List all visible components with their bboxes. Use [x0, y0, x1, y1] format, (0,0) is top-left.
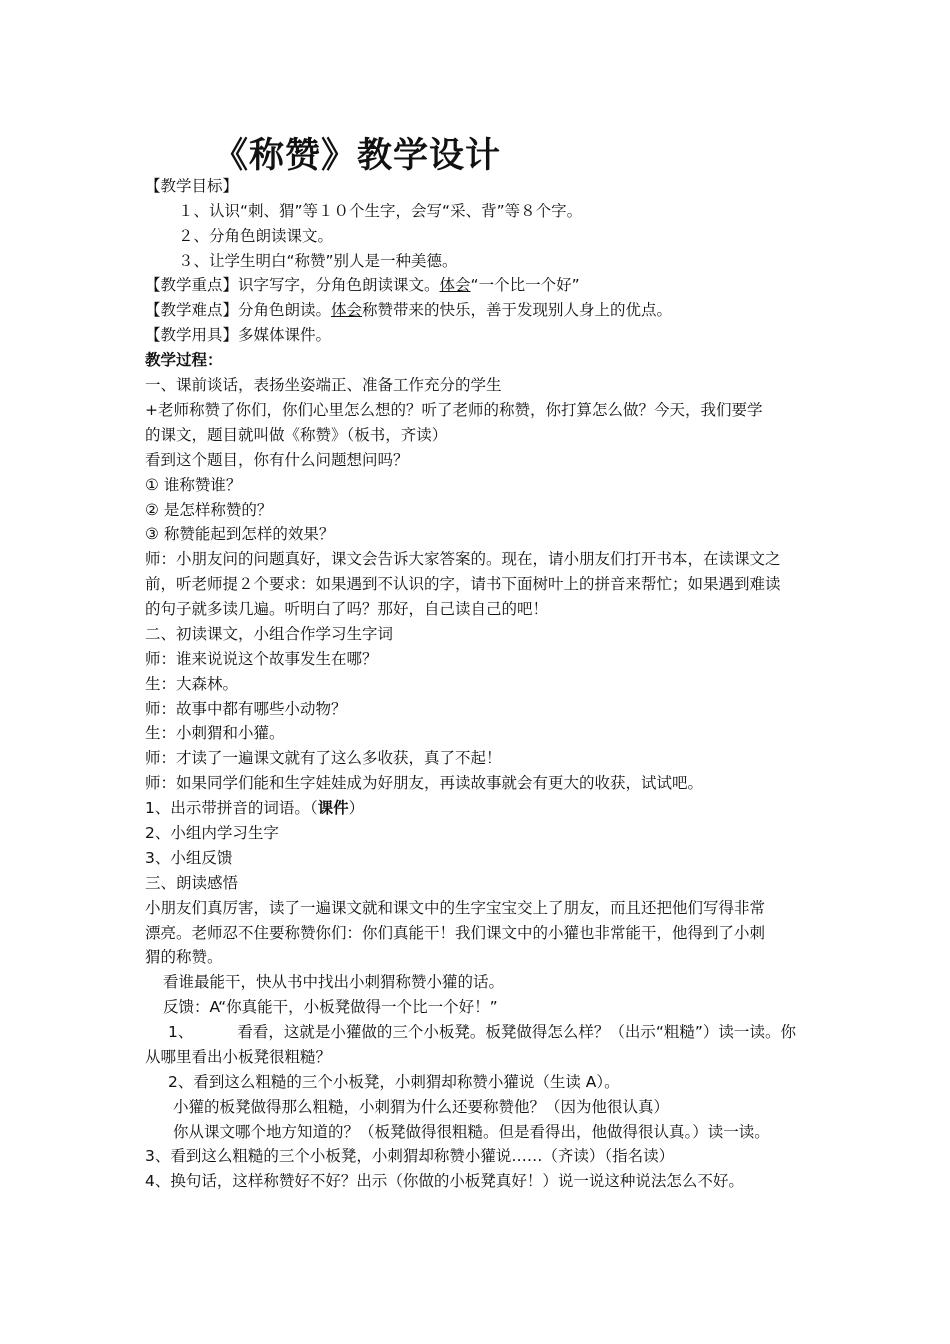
item-text: 看看，这就是小獾做的三个小板凳。板凳做得怎么样？（出示“粗糙”）读一读。你: [237, 1023, 796, 1041]
goal-item: ３、让学生明白“称赞”别人是一种美德。: [178, 252, 458, 270]
paragraph-line: 小朋友们真厉害，读了一遍课文就和课文中的生字宝宝交上了朋友，而且还把他们写得非常: [145, 899, 766, 917]
paragraph-line: 的句子就多读几遍。听明白了吗？那好，自己读自己的吧！: [145, 600, 549, 618]
paragraph-line: 看到这个题目，你有什么问题想问吗？: [145, 451, 409, 469]
paragraph-line: 猬的称赞。: [145, 948, 223, 966]
key-points-underlined: 体会: [439, 276, 471, 294]
difficulties-underlined: 体会: [331, 301, 363, 319]
step-close: ）: [348, 799, 365, 817]
key-points-line: [145, 275, 815, 295]
item-line: 4、换句话，这样称赞好不好？出示（你做的小板凳真好！）说一说这种说法怎么不好。: [145, 1172, 744, 1190]
section-heading: 二、初读课文，小组合作学习生字词: [145, 625, 394, 643]
question-item: ① 谁称赞谁？: [145, 476, 242, 494]
dialogue-line: 师：故事中都有哪些小动物？: [145, 700, 347, 718]
dialogue-line: 师：谁来说说这个故事发生在哪？: [145, 650, 378, 668]
difficulties-line: [145, 300, 815, 320]
feedback-line: 反馈：A“你真能干，小板凳做得一个比一个好！”: [163, 998, 498, 1016]
step-line: 2、小组内学习生字: [145, 824, 279, 842]
difficulties-label: 【教学难点】: [145, 301, 239, 319]
section-heading: 一、课前谈话，表扬坐姿端正、准备工作充分的学生: [145, 376, 502, 394]
dialogue-line: 师：如果同学们能和生字娃娃成为好朋友，再读故事就会有更大的收获，试试吧。: [145, 774, 704, 792]
paragraph-line: 从哪里看出小板凳很粗糙？: [145, 1048, 332, 1066]
paragraph-line: 前，听老师提２个要求：如果遇到不认识的字，请书下面树叶上的拼音来帮忙；如果遇到难读: [145, 575, 781, 593]
question-item: ② 是怎样称赞的？: [145, 501, 273, 519]
goal-item: ２、分角色朗读课文。: [178, 227, 334, 245]
item-line: 3、看到这么粗糙的三个小板凳，小刺猬却称赞小獾说……（齐读）（指名读）: [145, 1147, 675, 1165]
paragraph-line: 漂亮。老师忍不住要称赞你们：你们真能干！我们课文中的小獾也非常能干，他得到了小刺: [145, 924, 766, 942]
question-item: ③ 称赞能起到怎样的效果？: [145, 525, 335, 543]
tools-label: 【教学用具】: [145, 326, 239, 344]
step-line: 3、小组反馈: [145, 849, 233, 867]
paragraph-line: 看谁最能干，快从书中找出小刺猬称赞小獾的话。: [163, 973, 505, 991]
paragraph-line: 的课文，题目就叫做《称赞》（板书，齐读）: [145, 426, 448, 444]
item-line: 2、看到这么粗糙的三个小板凳，小刺猬却称赞小獾说（生读 A）。: [168, 1073, 620, 1091]
step-line: [145, 798, 815, 818]
step-text: 1、出示带拼音的词语。（: [145, 799, 318, 817]
key-points-quote: “一个比一个好”: [470, 276, 580, 294]
goals-label: 【教学目标】: [145, 177, 239, 195]
step-courseware: 课件: [317, 799, 349, 817]
dialogue-line: 师：才读了一遍课文就有了这么多收获，真了不起！: [145, 749, 502, 767]
paragraph-line: 师：小朋友问的问题真好，课文会告诉大家答案的。现在，请小朋友们打开书本，在读课文之: [145, 550, 781, 568]
key-points-label: 【教学重点】: [145, 276, 239, 294]
document-title: 《称赞》教学设计: [213, 136, 502, 176]
key-points-text: 识字写字，分角色朗读课文。: [238, 276, 440, 294]
tools-text: 多媒体课件。: [238, 326, 332, 344]
section-heading: 三、朗读感悟: [145, 874, 239, 892]
item-number: 1、: [168, 1023, 194, 1041]
paragraph-line: +老师称赞了你们，你们心里怎么想的？听了老师的称赞，你打算怎么做？今天，我们要学: [145, 401, 763, 419]
goal-item: １、认识“刺、猬”等１０个生字，会写“采、背”等８个字。: [178, 202, 583, 220]
process-heading: 教学过程：: [145, 351, 223, 369]
paragraph-line: 小獾的板凳做得那么粗糙，小刺猬为什么还要称赞他？（因为他很认真）: [173, 1098, 670, 1116]
difficulties-rest: 称赞带来的快乐，善于发现别人身上的优点。: [362, 301, 673, 319]
item-line: [168, 1022, 838, 1042]
dialogue-line: 生：小刺猬和小獾。: [145, 724, 285, 742]
difficulties-text: 分角色朗读。: [238, 301, 332, 319]
tools-line: [145, 325, 815, 345]
paragraph-line: 你从课文哪个地方知道的？（板凳做得很粗糙。但是看得出，他做得很认真。）读一读。: [173, 1123, 770, 1141]
dialogue-line: 生：大森林。: [145, 675, 239, 693]
